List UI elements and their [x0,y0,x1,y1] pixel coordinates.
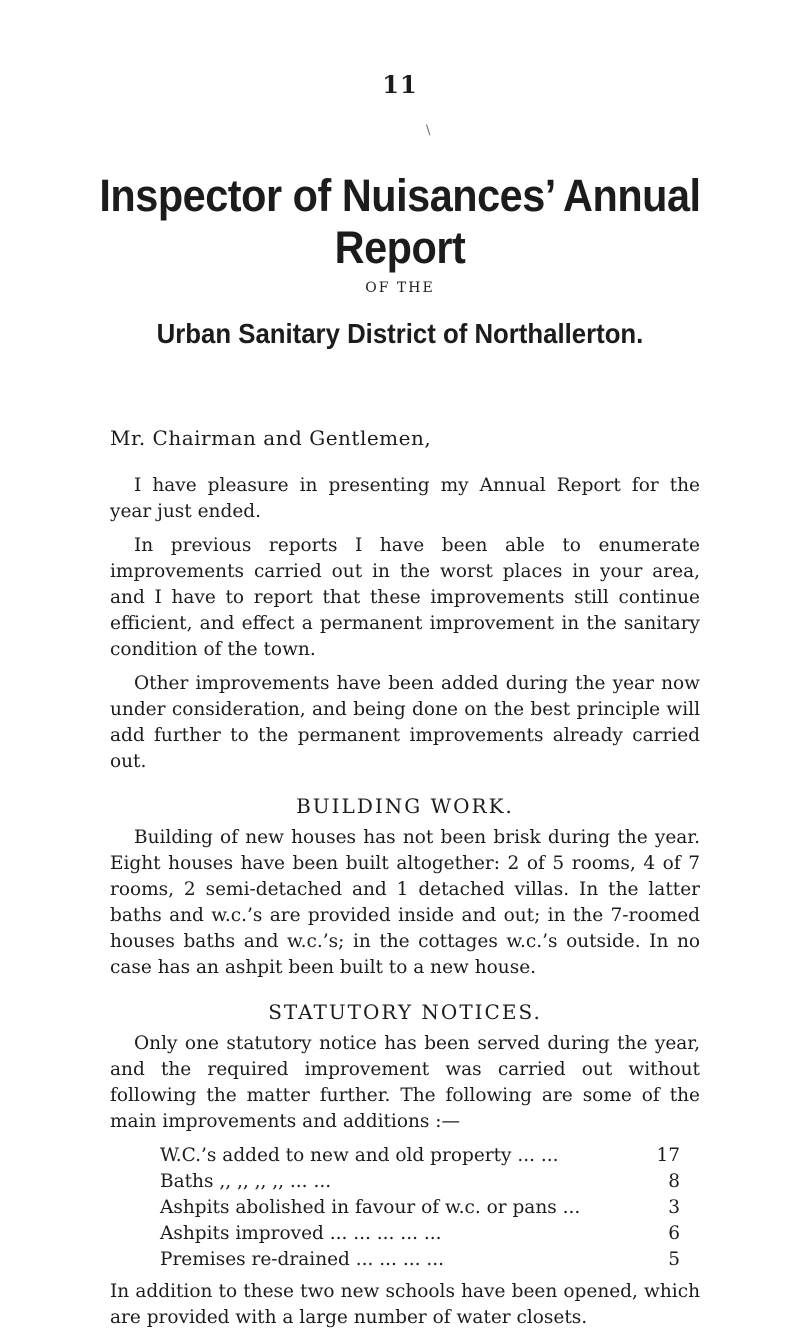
report-title: Inspector of Nuisances’ Annual Report [99,170,701,273]
of-the-caption: OF THE [365,280,435,296]
row-label: W.C.’s added to new and old property ... ... [160,1145,559,1166]
row-value: 8 [668,1171,680,1192]
table-row [160,1195,680,1221]
district-subtitle: Urban Sanitary District of Northallerton. [156,318,644,349]
statutory-notices-heading: STATUTORY NOTICES. [268,1000,542,1024]
closing-paragraph: In addition to these two new schools have been opened, which are provided with a large number of water closets. [110,1281,700,1328]
row-label: Ashpits abolished in favour of w.c. or pans ... [160,1197,581,1218]
row-label: Premises re-drained ... ... ... ... [160,1249,444,1270]
salutation: Mr. Chairman and Gentlemen, [110,426,432,450]
row-value: 3 [668,1197,680,1218]
stray-mark: \ [426,123,431,138]
table-row [160,1247,680,1273]
row-value: 17 [656,1145,680,1166]
other-improvements-paragraph: Other improvements have been added during the year now under consideration, and being done on the best principle will add further to the permanent improvements already carried out. [110,673,700,772]
report-body [110,425,700,1331]
building-work-heading: BUILDING WORK. [296,794,514,818]
table-row [160,1221,680,1247]
table-row [160,1143,680,1169]
page-number: 11 [382,70,418,99]
row-label: Baths ,, ,, ,, ,, ... ... [160,1171,332,1192]
row-label: Ashpits improved ... ... ... ... ... [160,1223,442,1244]
row-value: 5 [668,1249,680,1270]
intro-paragraph: I have pleasure in presenting my Annual Report for the year just ended. [110,475,700,522]
building-work-paragraph: Building of new houses has not been brisk during the year. Eight houses have been built altogether: 2 of 5 rooms, 4 of 7 rooms, 2 semi-detached and 1 detached villas. In the latter baths and w.c.’s are provided inside and out; in the 7-roomed houses baths and w.c.’s; in the cottages w.c.’s outside. In no case has an ashpit been built to a new house. [110,827,700,978]
table-row [160,1169,680,1195]
row-value: 6 [668,1223,680,1244]
improvements-table [160,1143,680,1273]
previous-reports-paragraph: In previous reports I have been able to enumerate improvements carried out in the worst places in your area, and I have to report that these improvements still continue efficient, and effect a permanent improvement in the sanitary condition of the town. [110,535,700,660]
statutory-notices-paragraph: Only one statutory notice has been served during the year, and the required improvement was carried out without following the matter further. The following are some of the main improvements and additions :— [110,1033,700,1132]
